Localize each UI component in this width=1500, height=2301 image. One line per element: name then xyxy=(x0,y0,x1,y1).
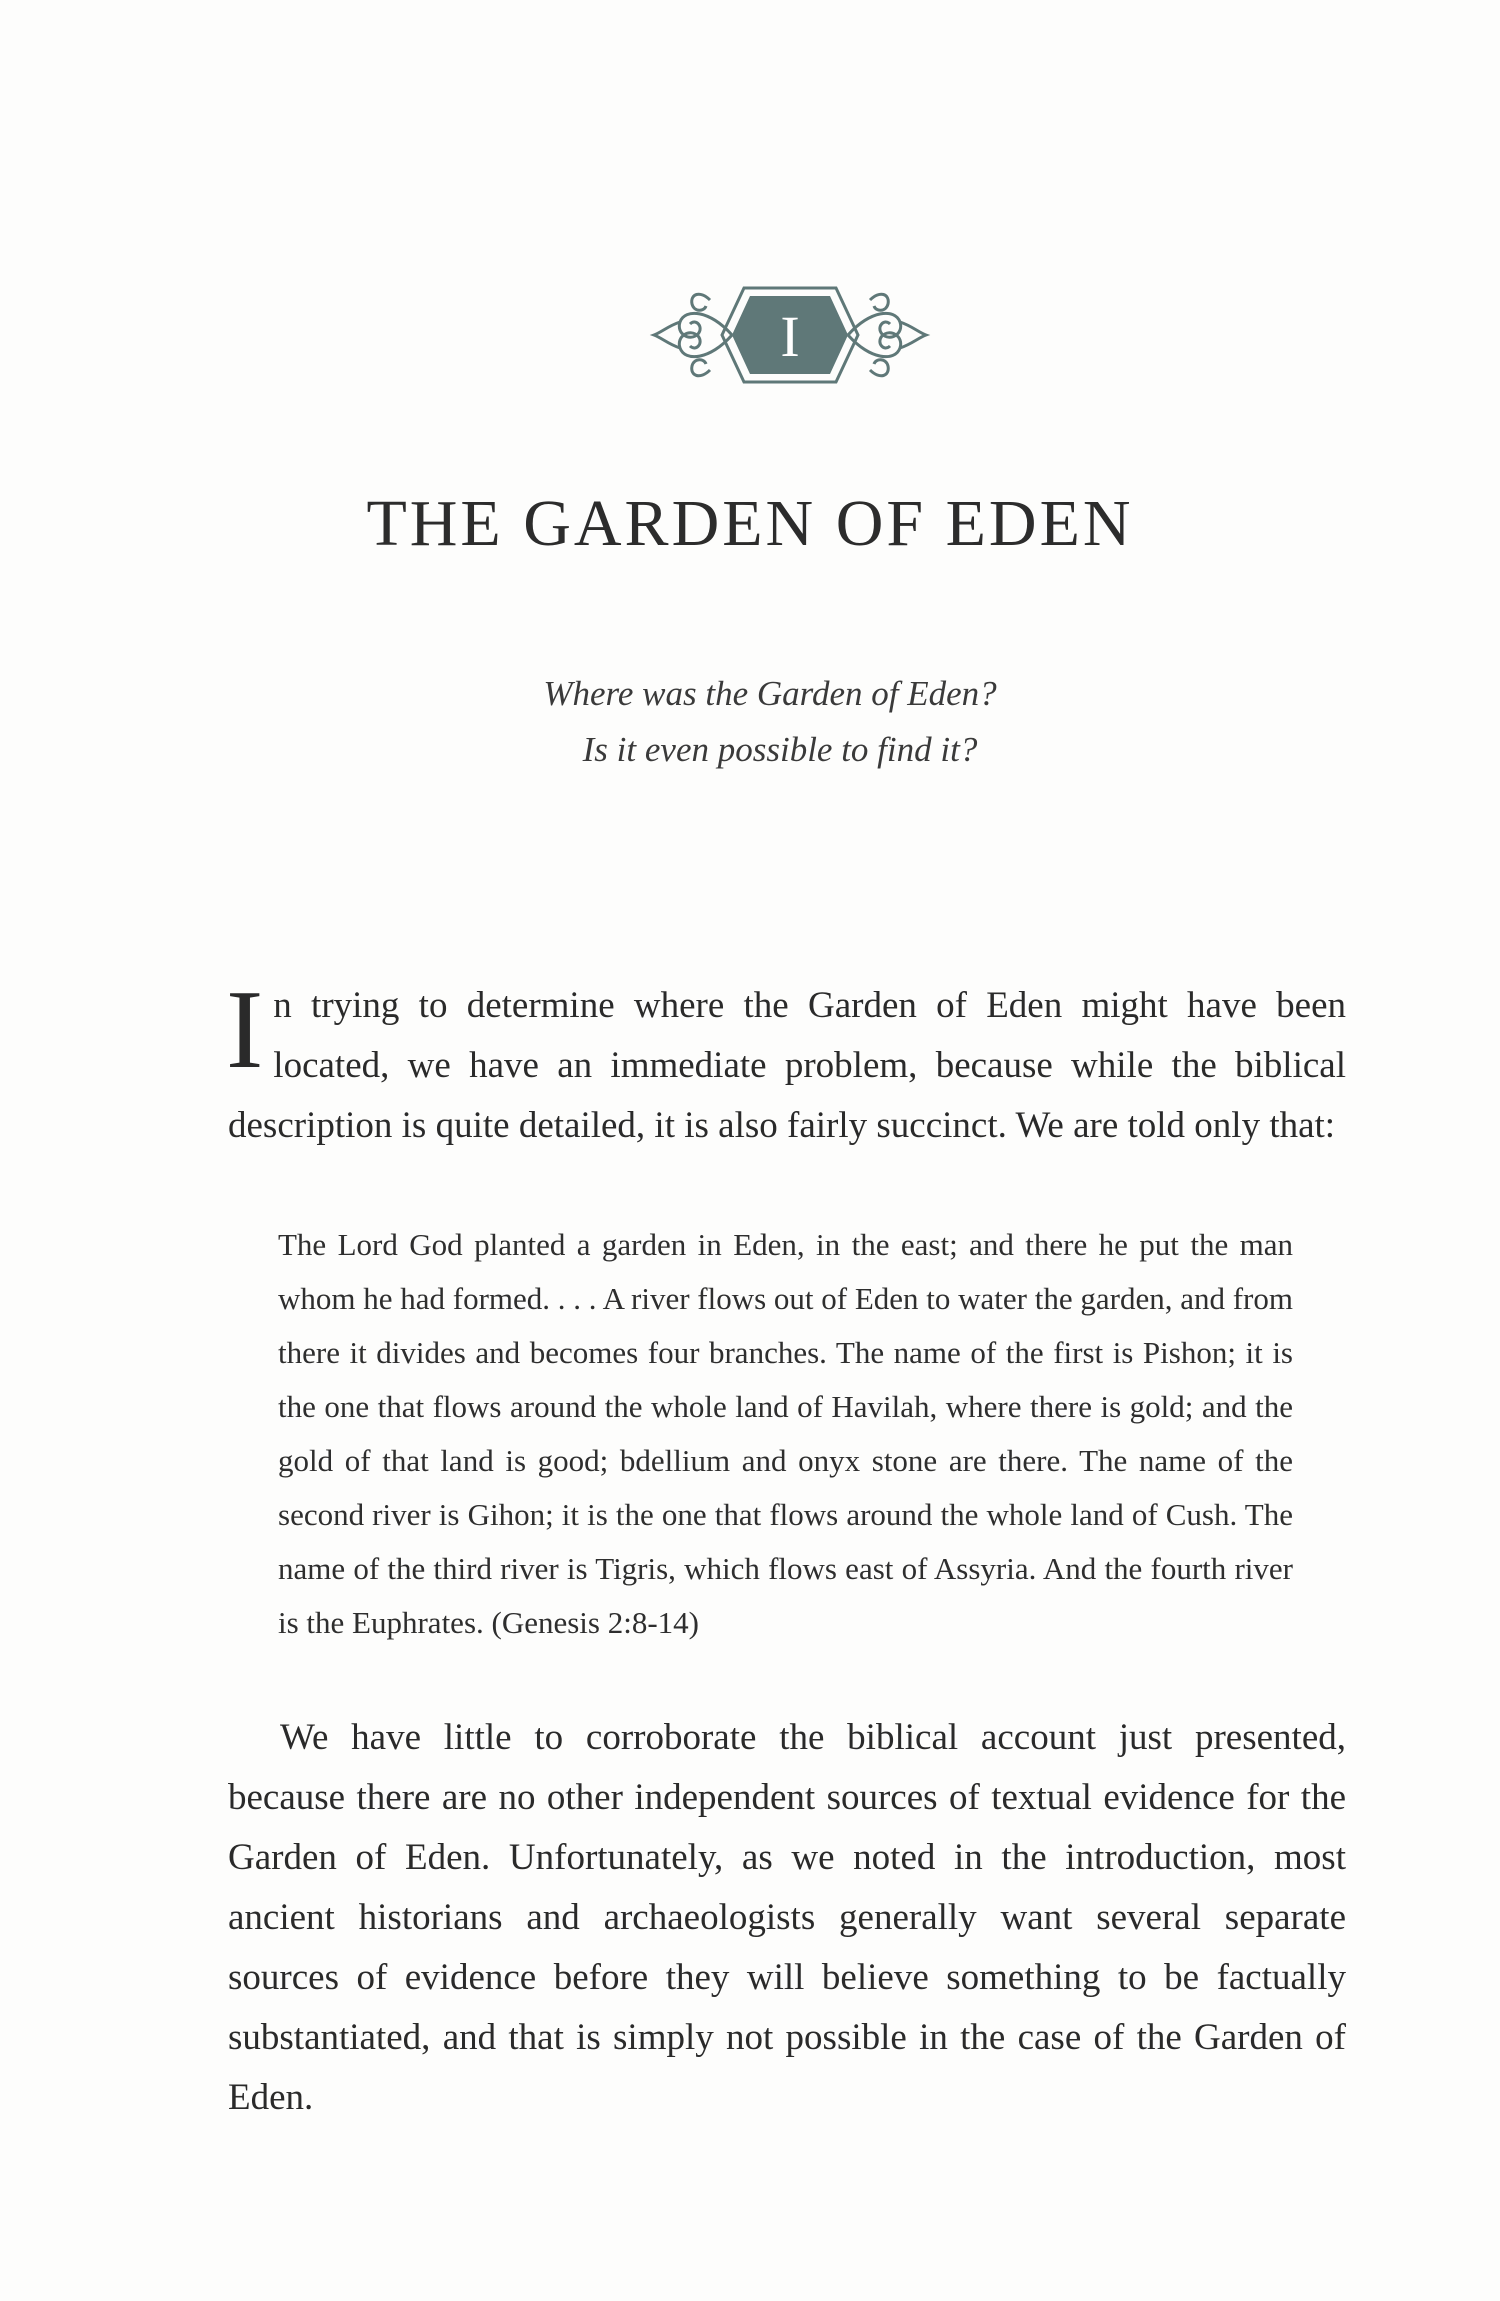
chapter-ornament xyxy=(640,260,940,410)
chapter-numeral: I xyxy=(780,304,800,369)
intro-paragraph xyxy=(226,968,1346,1156)
chapter-title: THE GARDEN OF EDEN xyxy=(366,487,1134,560)
epigraph xyxy=(0,666,1500,778)
epigraph-line: Is it even possible to find it? xyxy=(582,730,978,769)
intro-paragraph-text: n trying to determine where the Garden of Eden might have been located, we have an immediate problem, because while the biblical description is quite detailed, it is also fairly succinct. We are told only that: xyxy=(228,985,1346,1146)
closing-paragraph: We have little to corroborate the biblical account just presented, because there are no other independent sources of textual evidence for the Garden of Eden. Unfortunately, as we noted in the introduction, most ancient historians and archaeologists generally want several separate sources of evidence before they will believe something to be factually substantiated, and that is simply not possible in the case of the Garden of Eden. xyxy=(228,1717,1346,2118)
scripture-block-quote: The Lord God planted a garden in Eden, in the east; and there he put the man whom he had formed. . . . A river flows out of Eden to water the garden, and from there it divides and becomes four branches. The name of the first is Pishon; it is the one that flows around the whole land of Havilah, where there is gold; and the gold of that land is good; bdellium and onyx stone are there. The name of the second river is Gihon; it is the one that flows around the whole land of Cush. The name of the third river is Tigris, which flows east of Assyria. And the fourth river is the Euphrates. (Genesis 2:8-14) xyxy=(278,1227,1293,1640)
epigraph-line: Where was the Garden of Eden? xyxy=(543,674,997,713)
drop-cap: I xyxy=(226,968,264,1092)
